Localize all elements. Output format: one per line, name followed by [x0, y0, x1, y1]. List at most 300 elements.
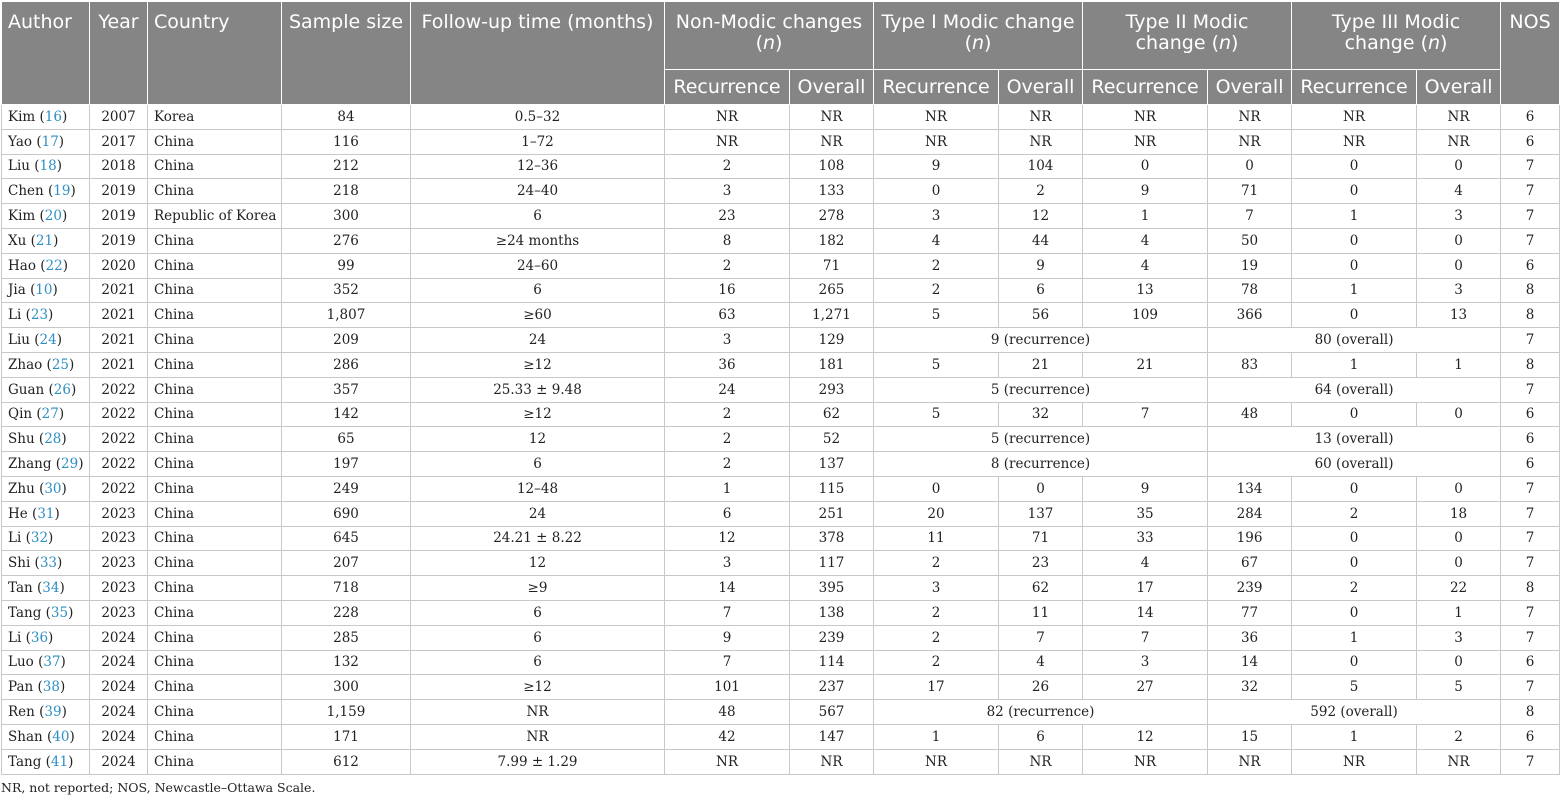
type2-recurrence-cell: 1 [1083, 204, 1208, 229]
type2-recurrence-cell: NR [1083, 105, 1208, 130]
type1-overall-cell: 21 [999, 352, 1083, 377]
sample-size-cell: 228 [282, 600, 411, 625]
header-author: Author [2, 2, 90, 105]
reference-link[interactable]: 32 [30, 530, 49, 547]
type1-recurrence-cell: 2 [874, 650, 999, 675]
table-row [2, 625, 1560, 650]
sample-size-cell: 171 [282, 724, 411, 749]
nos-cell: 7 [1501, 526, 1560, 551]
nos-cell: 6 [1501, 105, 1560, 130]
type2-recurrence-cell: NR [1083, 749, 1208, 774]
follow-up-cell: 6 [411, 204, 665, 229]
non-modic-recurrence-cell: 2 [665, 452, 790, 477]
country-cell: China [148, 700, 282, 725]
modic-overall-merged-cell: 80 (overall) [1208, 328, 1501, 353]
table-row [2, 253, 1560, 278]
nos-cell: 6 [1501, 129, 1560, 154]
author-name: Li [8, 307, 22, 324]
type2-recurrence-cell: 4 [1083, 551, 1208, 576]
type3-overall-cell: 0 [1417, 551, 1501, 576]
type3-recurrence-cell: 0 [1292, 402, 1417, 427]
non-modic-recurrence-cell: 101 [665, 675, 790, 700]
follow-up-cell: 12–48 [411, 476, 665, 501]
follow-up-cell: 6 [411, 600, 665, 625]
nos-cell: 6 [1501, 253, 1560, 278]
nos-cell: 7 [1501, 204, 1560, 229]
type3-overall-cell: 3 [1417, 625, 1501, 650]
header-sample-size: Sample size [282, 2, 411, 105]
type3-recurrence-cell: 1 [1292, 352, 1417, 377]
header-group-non-modic: Non-Modic changes (n) [665, 2, 874, 70]
author-cell: Yao (17) [2, 129, 90, 154]
type3-overall-cell: 18 [1417, 501, 1501, 526]
nos-cell: 6 [1501, 724, 1560, 749]
type2-overall-cell: 50 [1208, 228, 1292, 253]
nos-cell: 7 [1501, 749, 1560, 774]
country-cell: China [148, 427, 282, 452]
non-modic-overall-cell: 115 [790, 476, 874, 501]
type3-recurrence-cell: 5 [1292, 675, 1417, 700]
non-modic-overall-cell: 114 [790, 650, 874, 675]
reference-link[interactable]: 35 [50, 604, 69, 621]
non-modic-recurrence-cell: 24 [665, 377, 790, 402]
table-row [2, 278, 1560, 303]
follow-up-cell: 6 [411, 452, 665, 477]
reference-link[interactable]: 40 [52, 728, 70, 745]
group-n: n [972, 32, 985, 54]
type1-overall-cell: 4 [999, 650, 1083, 675]
year-cell: 2023 [90, 576, 148, 601]
type1-overall-cell: 32 [999, 402, 1083, 427]
follow-up-cell: 0.5–32 [411, 105, 665, 130]
author-cell: Li (23) [2, 303, 90, 328]
type1-overall-cell: 104 [999, 154, 1083, 179]
modic-recurrence-merged-cell: 82 (recurrence) [874, 700, 1208, 725]
type3-overall-cell: 1 [1417, 352, 1501, 377]
type1-overall-cell: 7 [999, 625, 1083, 650]
reference-link[interactable]: 26 [53, 381, 71, 398]
type1-recurrence-cell: 2 [874, 278, 999, 303]
type2-overall-cell: 134 [1208, 476, 1292, 501]
sample-size-cell: 612 [282, 749, 411, 774]
author-name: He [8, 505, 28, 522]
type3-recurrence-cell: 0 [1292, 228, 1417, 253]
non-modic-overall-cell: 378 [790, 526, 874, 551]
type1-recurrence-cell: 2 [874, 551, 999, 576]
country-cell: China [148, 749, 282, 774]
type1-recurrence-cell: NR [874, 105, 999, 130]
reference-link[interactable]: 20 [44, 208, 62, 225]
country-cell: China [148, 228, 282, 253]
follow-up-cell: NR [411, 724, 665, 749]
reference-link[interactable]: 31 [37, 505, 55, 522]
table-row [2, 105, 1560, 130]
country-cell: China [148, 402, 282, 427]
type2-overall-cell: NR [1208, 749, 1292, 774]
table-row [2, 501, 1560, 526]
type1-recurrence-cell: 3 [874, 204, 999, 229]
country-cell: China [148, 501, 282, 526]
non-modic-overall-cell: 567 [790, 700, 874, 725]
non-modic-recurrence-cell: 63 [665, 303, 790, 328]
header-country: Country [148, 2, 282, 105]
country-cell: China [148, 328, 282, 353]
modic-recurrence-merged-cell: 5 (recurrence) [874, 377, 1208, 402]
modic-recurrence-merged-cell: 5 (recurrence) [874, 427, 1208, 452]
type1-overall-cell: 9 [999, 253, 1083, 278]
nos-cell: 7 [1501, 154, 1560, 179]
follow-up-cell: 6 [411, 278, 665, 303]
nos-cell: 6 [1501, 427, 1560, 452]
modic-recurrence-merged-cell: 8 (recurrence) [874, 452, 1208, 477]
type1-overall-cell: 11 [999, 600, 1083, 625]
subheader-recurrence: Recurrence [1083, 70, 1208, 105]
author-cell: Tan (34) [2, 576, 90, 601]
type3-overall-cell: NR [1417, 749, 1501, 774]
table-row [2, 303, 1560, 328]
reference-link[interactable]: 39 [44, 704, 62, 721]
type1-recurrence-cell: 3 [874, 576, 999, 601]
year-cell: 2022 [90, 402, 148, 427]
author-cell: Zhao (25) [2, 352, 90, 377]
year-cell: 2007 [90, 105, 148, 130]
non-modic-overall-cell: 117 [790, 551, 874, 576]
type1-overall-cell: 44 [999, 228, 1083, 253]
type1-recurrence-cell: 0 [874, 179, 999, 204]
type3-overall-cell: 3 [1417, 204, 1501, 229]
follow-up-cell: ≥60 [411, 303, 665, 328]
type1-overall-cell: 0 [999, 476, 1083, 501]
type2-overall-cell: 14 [1208, 650, 1292, 675]
author-name: Tan [8, 580, 33, 597]
type1-recurrence-cell: 4 [874, 228, 999, 253]
header-year: Year [90, 2, 148, 105]
type3-overall-cell: NR [1417, 129, 1501, 154]
type3-overall-cell: 0 [1417, 402, 1501, 427]
non-modic-overall-cell: 181 [790, 352, 874, 377]
non-modic-recurrence-cell: 3 [665, 179, 790, 204]
group-n: n [762, 32, 776, 54]
reference-link[interactable]: 30 [44, 480, 62, 497]
type2-overall-cell: 36 [1208, 625, 1292, 650]
type2-recurrence-cell: 4 [1083, 228, 1208, 253]
reference-link[interactable]: 23 [30, 307, 49, 324]
type2-recurrence-cell: 109 [1083, 303, 1208, 328]
follow-up-cell: 25.33 ± 9.48 [411, 377, 665, 402]
year-cell: 2024 [90, 675, 148, 700]
type3-recurrence-cell: 0 [1292, 179, 1417, 204]
reference-link[interactable]: 36 [30, 629, 49, 646]
table-row [2, 600, 1560, 625]
type2-overall-cell: 15 [1208, 724, 1292, 749]
author-cell: Pan (38) [2, 675, 90, 700]
year-cell: 2023 [90, 600, 148, 625]
country-cell: China [148, 129, 282, 154]
year-cell: 2018 [90, 154, 148, 179]
author-cell: Kim (20) [2, 204, 90, 229]
reference-link[interactable]: 24 [39, 332, 57, 349]
reference-link[interactable]: 28 [44, 431, 62, 448]
table-row [2, 724, 1560, 749]
non-modic-recurrence-cell: NR [665, 105, 790, 130]
author-name: Qin [8, 406, 33, 423]
author-name: Luo [8, 654, 34, 671]
type2-recurrence-cell: 0 [1083, 154, 1208, 179]
author-cell: Ren (39) [2, 700, 90, 725]
non-modic-overall-cell: 52 [790, 427, 874, 452]
type3-overall-cell: 0 [1417, 154, 1501, 179]
type1-overall-cell: 62 [999, 576, 1083, 601]
non-modic-overall-cell: 71 [790, 253, 874, 278]
type2-recurrence-cell: 9 [1083, 179, 1208, 204]
group-label: Type II Modic change [1125, 11, 1249, 54]
type1-recurrence-cell: 20 [874, 501, 999, 526]
type3-overall-cell: 4 [1417, 179, 1501, 204]
country-cell: China [148, 526, 282, 551]
sample-size-cell: 142 [282, 402, 411, 427]
year-cell: 2023 [90, 526, 148, 551]
subheader-recurrence: Recurrence [1292, 70, 1417, 105]
follow-up-cell: ≥12 [411, 402, 665, 427]
nos-cell: 7 [1501, 625, 1560, 650]
non-modic-overall-cell: 62 [790, 402, 874, 427]
reference-link[interactable]: 41 [50, 753, 69, 770]
reference-link[interactable]: 27 [41, 406, 59, 423]
type1-recurrence-cell: 11 [874, 526, 999, 551]
reference-link[interactable]: 16 [44, 108, 62, 125]
nos-cell: 8 [1501, 303, 1560, 328]
author-cell: Zhu (30) [2, 476, 90, 501]
type3-recurrence-cell: 0 [1292, 526, 1417, 551]
non-modic-overall-cell: 129 [790, 328, 874, 353]
year-cell: 2024 [90, 749, 148, 774]
country-cell: China [148, 476, 282, 501]
non-modic-recurrence-cell: 2 [665, 427, 790, 452]
reference-link[interactable]: 10 [35, 282, 53, 299]
type2-overall-cell: 48 [1208, 402, 1292, 427]
subheader-overall: Overall [999, 70, 1083, 105]
non-modic-overall-cell: 133 [790, 179, 874, 204]
group-n: n [1218, 32, 1232, 54]
country-cell: China [148, 377, 282, 402]
author-cell: Shu (28) [2, 427, 90, 452]
nos-cell: 8 [1501, 278, 1560, 303]
non-modic-recurrence-cell: 1 [665, 476, 790, 501]
nos-cell: 6 [1501, 402, 1560, 427]
reference-link[interactable]: 37 [43, 654, 61, 671]
non-modic-overall-cell: 395 [790, 576, 874, 601]
reference-link[interactable]: 21 [35, 232, 54, 249]
type1-overall-cell: 137 [999, 501, 1083, 526]
type2-overall-cell: 67 [1208, 551, 1292, 576]
year-cell: 2022 [90, 476, 148, 501]
type3-recurrence-cell: 2 [1292, 501, 1417, 526]
header-nos: NOS [1501, 2, 1560, 105]
follow-up-cell: 24 [411, 328, 665, 353]
type3-recurrence-cell: 1 [1292, 625, 1417, 650]
author-name: Zhu [8, 480, 35, 497]
type3-recurrence-cell: 0 [1292, 253, 1417, 278]
sample-size-cell: 357 [282, 377, 411, 402]
non-modic-recurrence-cell: 7 [665, 600, 790, 625]
year-cell: 2019 [90, 228, 148, 253]
non-modic-recurrence-cell: 42 [665, 724, 790, 749]
type2-recurrence-cell: 17 [1083, 576, 1208, 601]
type2-overall-cell: 239 [1208, 576, 1292, 601]
table-row [2, 650, 1560, 675]
modic-overall-merged-cell: 13 (overall) [1208, 427, 1501, 452]
follow-up-cell: 1–72 [411, 129, 665, 154]
type3-overall-cell: 5 [1417, 675, 1501, 700]
year-cell: 2021 [90, 303, 148, 328]
reference-link[interactable]: 29 [61, 456, 79, 473]
reference-link[interactable]: 19 [53, 183, 71, 200]
sample-size-cell: 645 [282, 526, 411, 551]
author-name: Tang [8, 753, 42, 770]
table-row [2, 129, 1560, 154]
author-cell: Shi (33) [2, 551, 90, 576]
author-cell: Xu (21) [2, 228, 90, 253]
reference-link[interactable]: 33 [39, 555, 58, 572]
type3-overall-cell: NR [1417, 105, 1501, 130]
header-group-type-3: Type III Modic change (n) [1292, 2, 1501, 70]
sample-size-cell: 286 [282, 352, 411, 377]
nos-cell: 7 [1501, 675, 1560, 700]
type3-recurrence-cell: 1 [1292, 204, 1417, 229]
author-cell: Jia (10) [2, 278, 90, 303]
table-row [2, 551, 1560, 576]
nos-cell: 7 [1501, 476, 1560, 501]
author-cell: Tang (35) [2, 600, 90, 625]
non-modic-overall-cell: 182 [790, 228, 874, 253]
table-row [2, 377, 1560, 402]
type1-overall-cell: 2 [999, 179, 1083, 204]
reference-link[interactable]: 17 [41, 133, 59, 150]
author-name: Zhang [8, 456, 52, 473]
author-name: Kim [8, 208, 36, 225]
author-name: Li [8, 530, 22, 547]
reference-link[interactable]: 22 [45, 257, 63, 274]
type2-overall-cell: 0 [1208, 154, 1292, 179]
country-cell: China [148, 675, 282, 700]
reference-link[interactable]: 38 [42, 679, 60, 696]
type1-recurrence-cell: 17 [874, 675, 999, 700]
non-modic-recurrence-cell: 2 [665, 402, 790, 427]
author-name: Zhao [8, 356, 43, 373]
type2-recurrence-cell: 9 [1083, 476, 1208, 501]
year-cell: 2023 [90, 501, 148, 526]
author-cell: Tang (41) [2, 749, 90, 774]
author-name: Tang [8, 604, 42, 621]
type2-recurrence-cell: 33 [1083, 526, 1208, 551]
type3-recurrence-cell: 0 [1292, 476, 1417, 501]
non-modic-recurrence-cell: 36 [665, 352, 790, 377]
type2-overall-cell: 71 [1208, 179, 1292, 204]
sample-size-cell: 218 [282, 179, 411, 204]
year-cell: 2022 [90, 452, 148, 477]
type3-recurrence-cell: 1 [1292, 724, 1417, 749]
table-row [2, 179, 1560, 204]
non-modic-recurrence-cell: 8 [665, 228, 790, 253]
follow-up-cell: 7.99 ± 1.29 [411, 749, 665, 774]
type2-overall-cell: 77 [1208, 600, 1292, 625]
type1-overall-cell: 23 [999, 551, 1083, 576]
studies-table [1, 1, 1560, 775]
author-name: Hao [8, 257, 36, 274]
reference-link[interactable]: 34 [42, 580, 60, 597]
type3-recurrence-cell: 0 [1292, 650, 1417, 675]
follow-up-cell: 12–36 [411, 154, 665, 179]
type2-overall-cell: 83 [1208, 352, 1292, 377]
year-cell: 2020 [90, 253, 148, 278]
type2-recurrence-cell: 27 [1083, 675, 1208, 700]
year-cell: 2017 [90, 129, 148, 154]
type2-overall-cell: 7 [1208, 204, 1292, 229]
group-label: Non-Modic changes [675, 11, 863, 33]
type2-recurrence-cell: 13 [1083, 278, 1208, 303]
subheader-overall: Overall [1417, 70, 1501, 105]
type1-recurrence-cell: 5 [874, 402, 999, 427]
author-name: Kim [8, 108, 36, 125]
country-cell: China [148, 278, 282, 303]
author-name: Pan [8, 679, 34, 696]
type3-overall-cell: 0 [1417, 253, 1501, 278]
type3-recurrence-cell: 0 [1292, 600, 1417, 625]
non-modic-recurrence-cell: 2 [665, 253, 790, 278]
reference-link[interactable]: 25 [51, 356, 70, 373]
non-modic-recurrence-cell: 2 [665, 154, 790, 179]
follow-up-cell: 6 [411, 625, 665, 650]
author-name: Jia [8, 282, 26, 299]
country-cell: China [148, 179, 282, 204]
non-modic-overall-cell: 239 [790, 625, 874, 650]
non-modic-recurrence-cell: 9 [665, 625, 790, 650]
sample-size-cell: 300 [282, 675, 411, 700]
non-modic-overall-cell: 265 [790, 278, 874, 303]
country-cell: China [148, 650, 282, 675]
type3-overall-cell: 0 [1417, 526, 1501, 551]
country-cell: Republic of Korea [148, 204, 282, 229]
nos-cell: 8 [1501, 352, 1560, 377]
table-body [2, 105, 1560, 775]
follow-up-cell: 24 [411, 501, 665, 526]
table-row [2, 749, 1560, 774]
country-cell: China [148, 303, 282, 328]
country-cell: China [148, 724, 282, 749]
nos-cell: 8 [1501, 700, 1560, 725]
type2-overall-cell: NR [1208, 105, 1292, 130]
non-modic-recurrence-cell: NR [665, 749, 790, 774]
non-modic-overall-cell: 293 [790, 377, 874, 402]
type2-overall-cell: 19 [1208, 253, 1292, 278]
type2-recurrence-cell: 12 [1083, 724, 1208, 749]
non-modic-overall-cell: NR [790, 749, 874, 774]
year-cell: 2023 [90, 551, 148, 576]
type1-overall-cell: 26 [999, 675, 1083, 700]
reference-link[interactable]: 18 [39, 158, 57, 175]
sample-size-cell: 718 [282, 576, 411, 601]
author-name: Ren [8, 704, 35, 721]
year-cell: 2021 [90, 352, 148, 377]
table-row [2, 452, 1560, 477]
author-cell: He (31) [2, 501, 90, 526]
country-cell: China [148, 625, 282, 650]
year-cell: 2022 [90, 427, 148, 452]
type1-recurrence-cell: 9 [874, 154, 999, 179]
modic-recurrence-merged-cell: 9 (recurrence) [874, 328, 1208, 353]
table-row [2, 476, 1560, 501]
type2-overall-cell: 366 [1208, 303, 1292, 328]
